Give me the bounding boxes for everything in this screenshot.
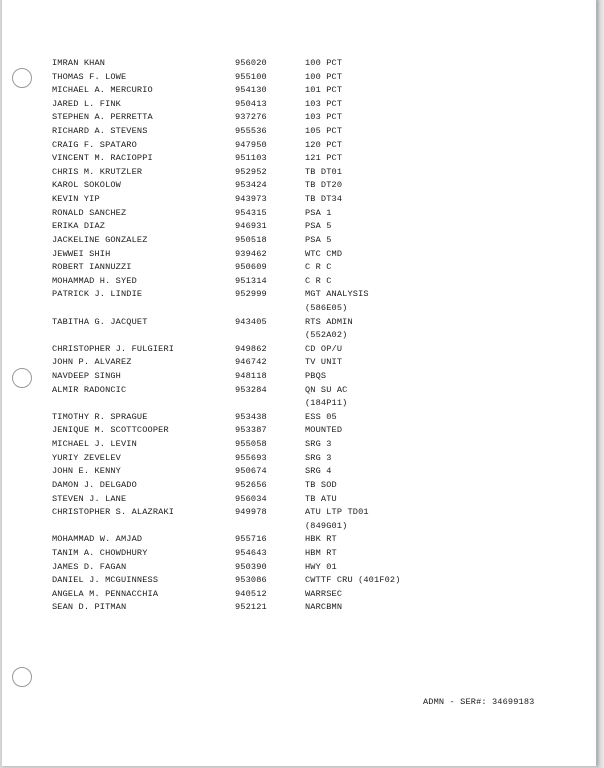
tax-number: 953387 (235, 425, 267, 436)
command-code: SRG 3 (305, 452, 332, 463)
command-code: PSA 5 (305, 234, 332, 245)
tax-number: 951314 (235, 275, 267, 286)
command-code: 103 PCT (305, 98, 343, 109)
punch-hole (12, 368, 32, 388)
list-item (52, 533, 472, 547)
list-item (52, 397, 472, 411)
member-name: MOHAMMAD W. AMJAD (52, 534, 143, 545)
tax-number: 950390 (235, 561, 267, 572)
list-item (52, 220, 472, 234)
list-item (52, 329, 472, 343)
list-item (52, 111, 472, 125)
tax-number: 951103 (235, 153, 267, 164)
tax-number: 950413 (235, 98, 267, 109)
member-name: ERIKA DIAZ (52, 221, 106, 232)
command-code: HWY 01 (305, 561, 337, 572)
command-code: 105 PCT (305, 126, 343, 137)
tax-number: 937276 (235, 112, 267, 123)
command-code: C R C (305, 275, 332, 286)
list-item (52, 261, 472, 275)
list-item (52, 57, 472, 71)
member-name: DANIEL J. MCGUINNESS (52, 575, 159, 586)
tax-number: 955536 (235, 126, 267, 137)
member-name: VINCENT M. RACIOPPI (52, 153, 153, 164)
command-code: C R C (305, 262, 332, 273)
command-code: 100 PCT (305, 71, 343, 82)
command-code: PSA 5 (305, 221, 332, 232)
member-name: MICHAEL J. LEVIN (52, 439, 137, 450)
command-code: TB ATU (305, 493, 337, 504)
member-name: ANGELA M. PENNACCHIA (52, 588, 159, 599)
tax-number: 949862 (235, 343, 267, 354)
member-name: IMRAN KHAN (52, 58, 106, 68)
tax-number: 955716 (235, 534, 267, 545)
list-item (52, 98, 472, 112)
member-name: CRAIG F. SPATARO (52, 139, 137, 150)
member-name: PATRICK J. LINDIE (52, 289, 143, 300)
list-item (52, 493, 472, 507)
command-code: 120 PCT (305, 139, 343, 150)
member-name: TABITHA G. JACQUET (52, 316, 148, 327)
list-item (52, 465, 472, 479)
list-item (52, 506, 472, 520)
tax-number: 954315 (235, 207, 267, 218)
member-name: THOMAS F. LOWE (52, 71, 127, 82)
punch-hole (12, 667, 32, 687)
tax-number: 952121 (235, 602, 267, 613)
member-name: TIMOTHY R. SPRAGUE (52, 411, 148, 422)
list-item (52, 139, 472, 153)
command-code: TB SOD (305, 479, 337, 490)
list-item (52, 71, 472, 85)
tax-number: 947950 (235, 139, 267, 150)
list-item (52, 547, 472, 561)
command-code: TB DT01 (305, 166, 343, 177)
member-name: RICHARD A. STEVENS (52, 126, 148, 137)
tax-number: 953284 (235, 384, 267, 395)
tax-number: 956034 (235, 493, 267, 504)
command-code: TB DT20 (305, 180, 343, 191)
list-item (52, 479, 472, 493)
member-name: ALMIR RADONCIC (52, 384, 127, 395)
list-item (52, 84, 472, 98)
list-item (52, 343, 472, 357)
member-name: NAVDEEP SINGH (52, 371, 121, 382)
tax-number: 943973 (235, 194, 267, 205)
list-item (52, 288, 472, 302)
command-code: PSA 1 (305, 207, 332, 218)
tax-number: 955100 (235, 71, 267, 82)
member-name: RONALD SANCHEZ (52, 207, 127, 218)
tax-number: 953424 (235, 180, 267, 191)
list-item (52, 384, 472, 398)
member-name: JARED L. FINK (52, 98, 121, 109)
tax-number: 946931 (235, 221, 267, 232)
command-code: HBK RT (305, 534, 337, 545)
tax-number: 943405 (235, 316, 267, 327)
member-name: STEPHEN A. PERRETTA (52, 112, 153, 123)
member-name: KEVIN YIP (52, 194, 100, 205)
list-item (52, 601, 472, 615)
list-item (52, 193, 472, 207)
tax-number: 950518 (235, 234, 267, 245)
tax-number: 955693 (235, 452, 267, 463)
command-code: RTS ADMIN (305, 316, 353, 327)
list-item (52, 207, 472, 221)
tax-number: 952999 (235, 289, 267, 300)
command-code: MOUNTED (305, 425, 343, 436)
list-item (52, 452, 472, 466)
member-name: ROBERT IANNUZZI (52, 262, 132, 273)
command-code: NARCBMN (305, 602, 343, 613)
command-code: MGT ANALYSIS (305, 289, 369, 300)
list-item (52, 316, 472, 330)
list-item (52, 370, 472, 384)
list-item (52, 424, 472, 438)
tax-number: 950674 (235, 466, 267, 477)
member-name: MICHAEL A. MERCURIO (52, 85, 153, 96)
list-item (52, 125, 472, 139)
list-item (52, 561, 472, 575)
tax-number: 954643 (235, 547, 267, 558)
list-item (52, 438, 472, 452)
member-name: SEAN D. PITMAN (52, 602, 127, 613)
list-item (52, 166, 472, 180)
command-code: (552A02) (305, 330, 348, 341)
member-name: CHRIS M. KRUTZLER (52, 166, 143, 177)
list-item (52, 234, 472, 248)
member-name: CHRISTOPHER S. ALAZRAKI (52, 507, 175, 518)
tax-number: 954130 (235, 85, 267, 96)
list-item (52, 520, 472, 534)
command-code: QN SU AC (305, 384, 348, 395)
member-name: JENIQUE M. SCOTTCOOPER (52, 425, 169, 436)
command-code: HBM RT (305, 547, 337, 558)
member-name: DAMON J. DELGADO (52, 479, 137, 490)
command-code: (184P11) (305, 398, 348, 409)
command-code: SRG 3 (305, 439, 332, 450)
command-code: 101 PCT (305, 85, 343, 96)
member-name: JOHN E. KENNY (52, 466, 121, 477)
command-code: (849G01) (305, 520, 348, 531)
list-item (52, 356, 472, 370)
list-item (52, 248, 472, 262)
command-code: 121 PCT (305, 153, 343, 164)
member-name: JEWWEI SHIH (52, 248, 111, 259)
command-code: ATU LTP TD01 (305, 507, 369, 518)
tax-number: 940512 (235, 588, 267, 599)
list-item (52, 302, 472, 316)
command-code: CD OP/U (305, 343, 343, 354)
command-code: ESS 05 (305, 411, 337, 422)
list-item (52, 179, 472, 193)
command-code: TB DT34 (305, 194, 343, 205)
command-code: (586E05) (305, 302, 348, 313)
serial-footer: ADMN - SER#: 34699183 (423, 697, 535, 707)
member-name: CHRISTOPHER J. FULGIERI (52, 343, 175, 354)
list-item (52, 275, 472, 289)
member-name: KAROL SOKOLOW (52, 180, 121, 191)
document-page (2, 0, 597, 766)
tax-number: 946742 (235, 357, 267, 368)
tax-number: 950609 (235, 262, 267, 273)
command-code: PBQS (305, 371, 327, 382)
tax-number: 952656 (235, 479, 267, 490)
list-item (52, 411, 472, 425)
command-code: 100 PCT (305, 58, 343, 68)
command-code: TV UNIT (305, 357, 343, 368)
list-item (52, 588, 472, 602)
tax-number: 948118 (235, 371, 267, 382)
tax-number: 953086 (235, 575, 267, 586)
tax-number: 939462 (235, 248, 267, 259)
member-name: YURIY ZEVELEV (52, 452, 121, 463)
member-name: MOHAMMAD H. SYED (52, 275, 137, 286)
member-name: JOHN P. ALVAREZ (52, 357, 132, 368)
command-code: SRG 4 (305, 466, 332, 477)
tax-number: 956020 (235, 58, 267, 68)
command-code: WTC CMD (305, 248, 343, 259)
command-code: WARRSEC (305, 588, 343, 599)
tax-number: 953438 (235, 411, 267, 422)
member-name: STEVEN J. LANE (52, 493, 127, 504)
member-name: JACKELINE GONZALEZ (52, 234, 148, 245)
personnel-list (52, 57, 472, 615)
list-item (52, 152, 472, 166)
list-item (52, 574, 472, 588)
command-code: CWTTF CRU (401F02) (305, 575, 401, 586)
member-name: JAMES D. FAGAN (52, 561, 127, 572)
member-name: TANIM A. CHOWDHURY (52, 547, 148, 558)
viewer-edge (597, 0, 604, 768)
tax-number: 949978 (235, 507, 267, 518)
punch-hole (12, 68, 32, 88)
command-code: 103 PCT (305, 112, 343, 123)
tax-number: 952952 (235, 166, 267, 177)
tax-number: 955058 (235, 439, 267, 450)
